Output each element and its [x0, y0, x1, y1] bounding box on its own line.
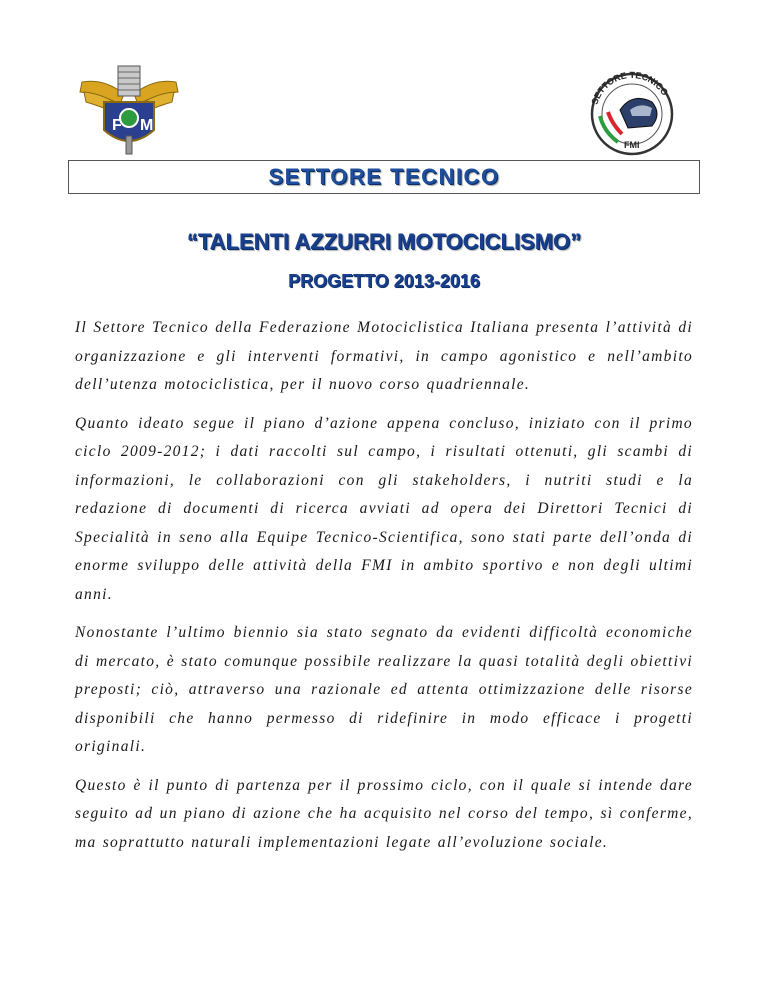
fmi-federation-logo: [74, 60, 184, 158]
logo-fmi-text: FMI: [624, 140, 640, 150]
paragraph-1: Il Settore Tecnico della Federazione Motociclistica Italiana presenta l’attività di organizzazione e gli interventi formativi, in campo agonistico e nell’ambito dell’utenza motociclistica, per il nuovo corso quadriennale.: [75, 319, 693, 393]
document-subtitle: PROGETTO 2013-2016: [288, 271, 480, 291]
fmi-letter-f: F: [112, 117, 122, 134]
section-banner: [68, 160, 700, 194]
banner-title: SETTORE TECNICO: [268, 164, 500, 189]
fmi-letter-m: M: [140, 117, 154, 134]
settore-tecnico-logo: [580, 70, 692, 158]
logo-arc-text: SETTORE TECNICO: [589, 70, 671, 106]
document-body: [75, 314, 693, 867]
paragraph-2: Quanto ideato segue il piano d’azione appena concluso, iniziato con il primo ciclo 2009-2012; i dati raccolti sul campo, i risultati ottenuti, gli scambi di informazioni, le collaborazioni con gli stakeholders, i nutriti studi e la redazione di documenti di ricerca avviati ad opera dei Direttori Tecnici di Specialità in seno alla Equipe Tecnico-Scientifica, sono stati parte dell’onda di enorme sviluppo delle attività della FMI in ambito sportivo e non degli ultimi anni.: [75, 414, 693, 603]
paragraph-3: Nonostante l’ultimo biennio sia stato segnato da evidenti difficoltà economiche di mercato, è stato comunque possibile realizzare la quasi totalità degli obiettivi preposti; ciò, attraverso una razionale ed attenta ottimizzazione delle risorse disponibili che hanno permesso di ridefinire in modo efficace i progetti originali.: [75, 624, 693, 755]
paragraph-4: Questo è il punto di partenza per il prossimo ciclo, con il quale si intende dare seguito ad un piano di azione che ha acquisito nel corso del tempo, sì conferme, ma soprattutto naturali implementazioni legate all’evoluzione sociale.: [75, 776, 693, 851]
document-title: “TALENTI AZZURRI MOTOCICLISMO”: [186, 229, 582, 254]
